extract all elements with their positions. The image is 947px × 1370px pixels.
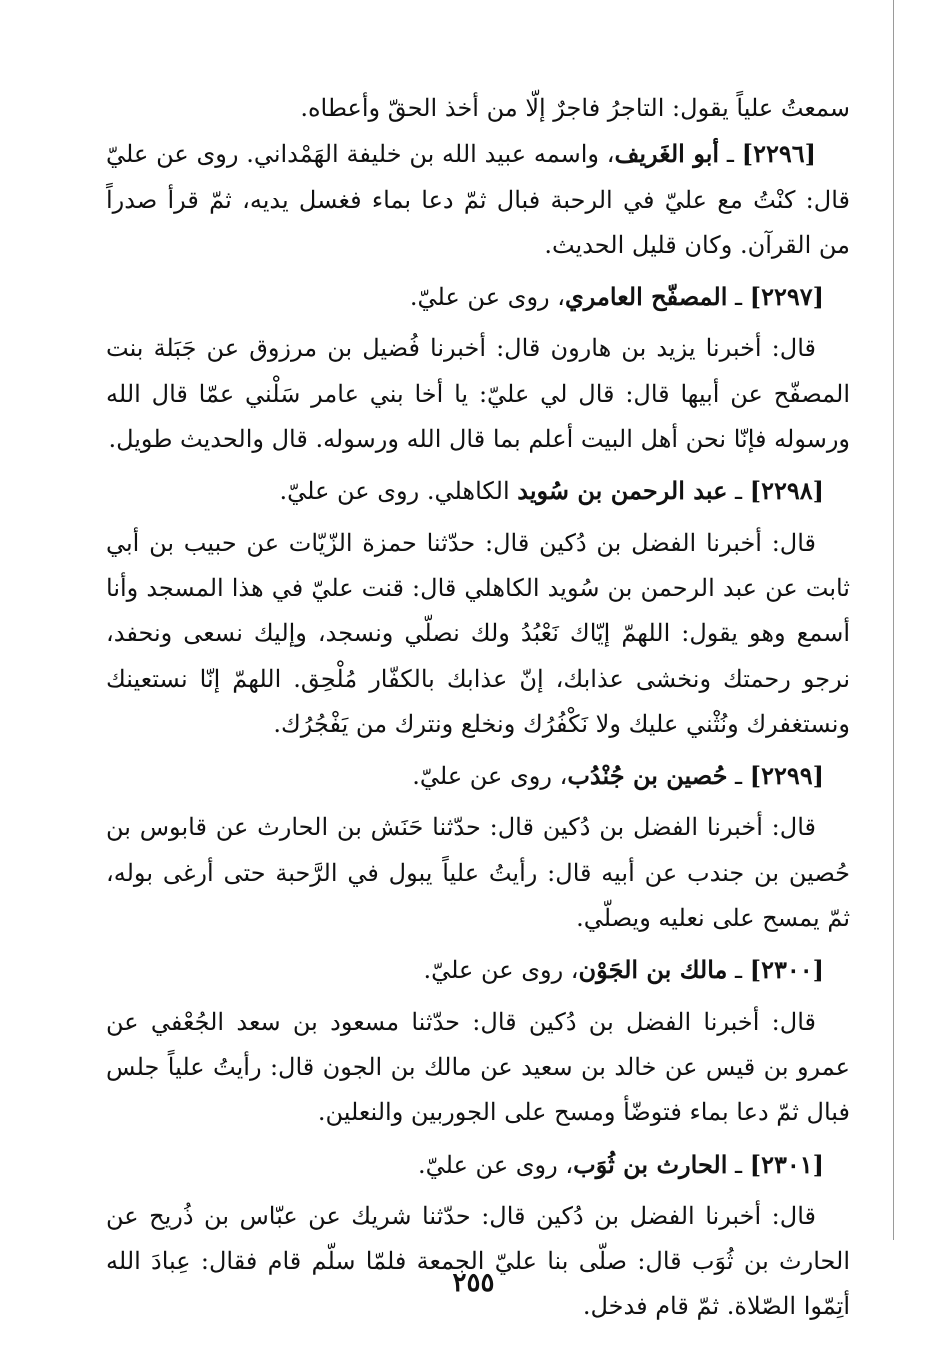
entry-2297: [٢٢٩٧] ـ المصفّح العامري، روى عن عليّ.: [409, 282, 824, 312]
hadith-paragraph: قال: أخبرنا يزيد بن هارون قال: أخبرنا فُضيل بن مرزوق عن جَبَلة بنت المصفّح عن أبيها قال: قال لي عليّ: يا أخا بني عامر سَلْني عمّا قال الله ورسوله فإنّا نحن أهل البيت أعلم بما قال الله ورسوله. قال والحديث طويل.: [106, 334, 850, 454]
entry-text: ، روى عن عليّ.: [412, 762, 568, 791]
entry-number: [٢٢٩٩]: [749, 761, 824, 791]
entry-name: مالك بن الجَوْن: [578, 955, 728, 985]
hadith-paragraph: قال: أخبرنا الفضل بن دُكين قال: حدّثنا حمزة الزّيّات عن حبيب بن أبي ثابت عن عبد الرحمن بن سُويد الكاهلي قال: قنت عليّ في هذا المسجد وأنا أسمع وهو يقول: اللهمّ إيّاك نَعْبُدُ ولك نصلّي ونسجد، وإليك نسعى ونحفد، نرجو رحمتك ونخشى عذابك، إنّ عذابك بالكفّار مُلْحِق. اللهمّ إنّا نستعينك ونستغفرك ونُثْني عليك ولا نَكْفُرُك ونخلع ونترك من يَفْجُرُك.: [106, 528, 850, 738]
entry-name: حُصين بن جُنْدُب: [567, 761, 728, 791]
hadith-paragraph: قال: أخبرنا الفضل بن دُكين قال: حدّثنا مسعود بن سعد الجُعْفي عن عمرو بن قيس عن خالد بن سعيد عن مالك بن الجون قال: رأيتُ علياً جلس فبال ثمّ دعا بماء فتوضّأ ومسح على الجوربين والنعلين.: [106, 1007, 850, 1127]
entry-name: الحارث بن ثُوَب: [573, 1149, 728, 1179]
body-text: [106, 86, 850, 1330]
hadith-paragraph: قال: أخبرنا الفضل بن دُكين قال: حدّثنا شريك عن عبّاس بن ذُريح عن الحارث بن ثُوَب قال: صلّى بنا عليّ الجمعة فلمّا سلّم قام فقال: عِبادَ الله أتِمّوا الصّلاة. ثمّ قام فدخل.: [106, 1201, 850, 1321]
entry-2299: [٢٢٩٩] ـ حُصين بن جُنْدُب، روى عن عليّ.: [412, 761, 824, 791]
hadith-paragraph: قال: أخبرنا الفضل بن دُكين قال: حدّثنا حَنَش بن الحارث عن قابوس بن حُصين بن جندب عن أبيه قال: رأيتُ علياً يبول في الرَّحبة حتى أرغى بوله، ثمّ يمسح على نعليه ويصلّي.: [106, 813, 850, 933]
entry-text: ، روى عن عليّ.: [418, 1150, 574, 1179]
entry-2298: [٢٢٩٨] ـ عبد الرحمن بن سُويد الكاهلي. روى عن عليّ.: [279, 476, 824, 506]
entry-text: ، واسمه عبيد الله بن خليفة الهَمْداني. روى عن عليّ قال: كنْتُ مع عليّ في الرحبة فبال ثمّ دعا بماء فغسل يديه، ثمّ قرأ صدراً من القرآن. وكان قليل الحديث.: [106, 140, 850, 259]
entry-name: أبو الغَريف: [614, 139, 720, 169]
entry-text: الكاهلي. روى عن عليّ.: [279, 477, 518, 506]
entry-2301: [٢٣٠١] ـ الحارث بن ثُوَب، روى عن عليّ.: [418, 1149, 824, 1179]
entry-text: ، روى عن عليّ.: [423, 956, 579, 985]
entry-2300: [٢٣٠٠] ـ مالك بن الجَوْن، روى عن عليّ.: [423, 955, 824, 985]
entry-text: ، روى عن عليّ.: [409, 283, 565, 312]
entry-2296: [٢٢٩٦] ـ أبو الغَريف، واسمه عبيد الله بن خليفة الهَمْداني. روى عن عليّ قال: كنْتُ مع عليّ في الرحبة فبال ثمّ دعا بماء فغسل يديه، ثمّ قرأ صدراً من القرآن. وكان قليل الحديث.: [106, 139, 850, 259]
margin-rule: [893, 0, 894, 1240]
entry-number: [٢٣٠٠]: [749, 955, 824, 985]
paragraph-continuation: سمعتُ علياً يقول: التاجرُ فاجرٌ إلّا من أخذ الحقّ وأعطاه.: [300, 94, 850, 122]
entry-number: [٢٢٩٨]: [749, 476, 824, 506]
entry-number: [٢٢٩٦]: [741, 139, 816, 169]
entry-number: [٢٣٠١]: [749, 1149, 824, 1179]
page-number: ٢٥٥: [452, 1268, 495, 1298]
entry-name: المصفّح العامري: [565, 282, 728, 312]
entry-name: عبد الرحمن بن سُويد: [517, 476, 728, 506]
entry-number: [٢٢٩٧]: [749, 282, 824, 312]
